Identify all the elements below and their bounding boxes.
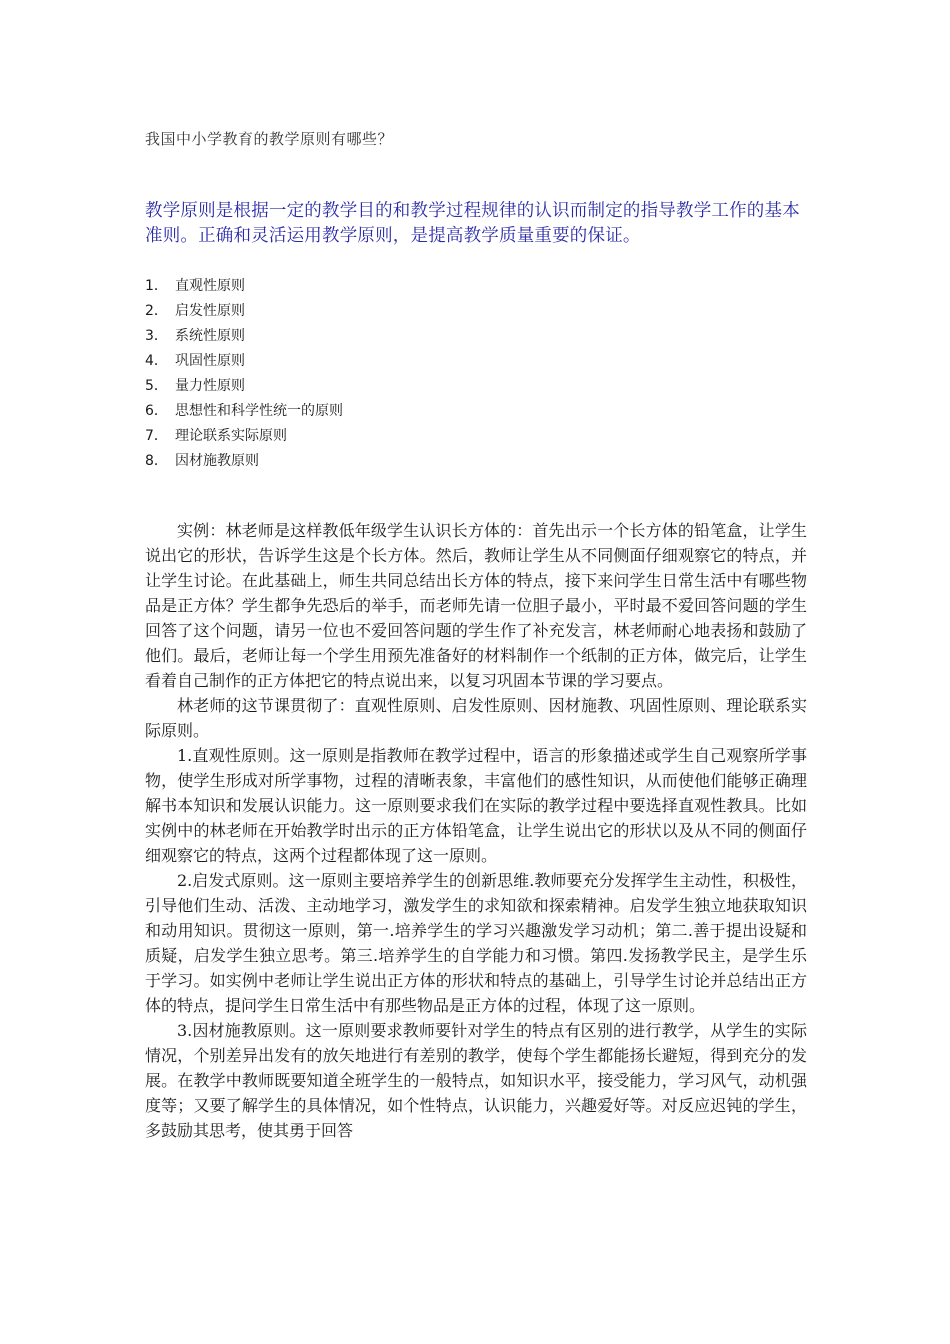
principles-list	[145, 274, 343, 474]
list-item	[145, 274, 343, 299]
list-item	[145, 449, 343, 474]
list-item-number: 7．	[145, 428, 168, 444]
list-item-label: 直观性原则	[175, 278, 245, 294]
list-item-label: 系统性原则	[175, 328, 245, 344]
article-body	[145, 518, 807, 1143]
list-item-number: 3．	[145, 328, 168, 344]
list-item-label: 巩固性原则	[175, 353, 245, 369]
list-item-number: 8．	[145, 453, 168, 469]
list-item-number: 2．	[145, 303, 168, 319]
list-item-number: 6．	[145, 403, 168, 419]
list-item-label: 量力性原则	[175, 378, 245, 394]
principle-intuitive-paragraph: 1.直观性原则。这一原则是指教师在教学过程中，语言的形象描述或学生自己观察所学事物，使学生形成对所学事物，过程的清晰表象，丰富他们的感性知识，从而使他们能够正确理解书本知识和发展认识能力。这一原则要求我们在实际的教学过程中要选择直观性教具。比如实例中的林老师在开始教学时出示的正方体铅笔盒，让学生说出它的形状以及从不同的侧面仔细观察它的特点，这两个过程都体现了这一原则。	[145, 746, 807, 865]
example-paragraph: 实例：林老师是这样教低年级学生认识长方体的：首先出示一个长方体的铅笔盒，让学生说出它的形状，告诉学生这是个长方体。然后，教师让学生从不同侧面仔细观察它的特点，并让学生讨论。在此基础上，师生共同总结出长方体的特点，接下来问学生日常生活中有哪些物品是正方体？学生都争先恐后的举手，而老师先请一位胆子最小，平时最不爱回答问题的学生回答了这个问题，请另一位也不爱回答问题的学生作了补充发言，林老师耐心地表扬和鼓励了他们。最后，老师让每一个学生用预先准备好的材料制作一个纸制的正方体，做完后，让学生看着自己制作的正方体把它的特点说出来，以复习巩固本节课的学习要点。	[145, 521, 807, 690]
list-item	[145, 349, 343, 374]
list-item-label: 因材施教原则	[175, 453, 259, 469]
list-item	[145, 424, 343, 449]
list-item-label: 启发性原则	[175, 303, 245, 319]
list-item	[145, 299, 343, 324]
list-item-number: 1．	[145, 278, 168, 294]
list-item-label: 思想性和科学性统一的原则	[175, 403, 343, 419]
list-item	[145, 324, 343, 349]
principle-individualized-paragraph: 3.因材施教原则。这一原则要求教师要针对学生的特点有区别的进行教学，从学生的实际情况，个别差异出发有的放矢地进行有差别的教学，使每个学生都能扬长避短，得到充分的发展。在教学中教师既要知道全班学生的一般特点，如知识水平，接受能力，学习风气，动机强度等；又要了解学生的具体情况，如个性特点，认识能力，兴趣爱好等。对反应迟钝的学生，多鼓励其思考，使其勇于回答	[145, 1021, 807, 1140]
intro-definition: 教学原则是根据一定的教学目的和教学过程规律的认识而制定的指导教学工作的基本准则。正确和灵活运用教学原则，是提高教学质量重要的保证。	[145, 201, 800, 246]
list-item	[145, 399, 343, 424]
list-item-number: 4．	[145, 353, 168, 369]
list-item-label: 理论联系实际原则	[175, 428, 287, 444]
list-item-number: 5．	[145, 378, 168, 394]
principle-heuristic-paragraph: 2.启发式原则。这一原则主要培养学生的创新思维.教师要充分发挥学生主动性，积极性，引导他们生动、活泼、主动地学习，激发学生的求知欲和探索精神。启发学生独立地获取知识和动用知识。贯彻这一原则，第一.培养学生的学习兴趣激发学习动机；第二.善于提出设疑和质疑，启发学生独立思考。第三.培养学生的自学能力和习惯。第四.发扬教学民主，是学生乐于学习。如实例中老师让学生说出正方体的形状和特点的基础上，引导学生讨论并总结出正方体的特点，提问学生日常生活中有那些物品是正方体的过程，体现了这一原则。	[145, 871, 807, 1015]
list-item	[145, 374, 343, 399]
question-heading: 我国中小学教育的教学原则有哪些？	[145, 130, 394, 148]
summary-paragraph: 林老师的这节课贯彻了：直观性原则、启发性原则、因材施教、巩固性原则、理论联系实际原则。	[145, 696, 807, 740]
